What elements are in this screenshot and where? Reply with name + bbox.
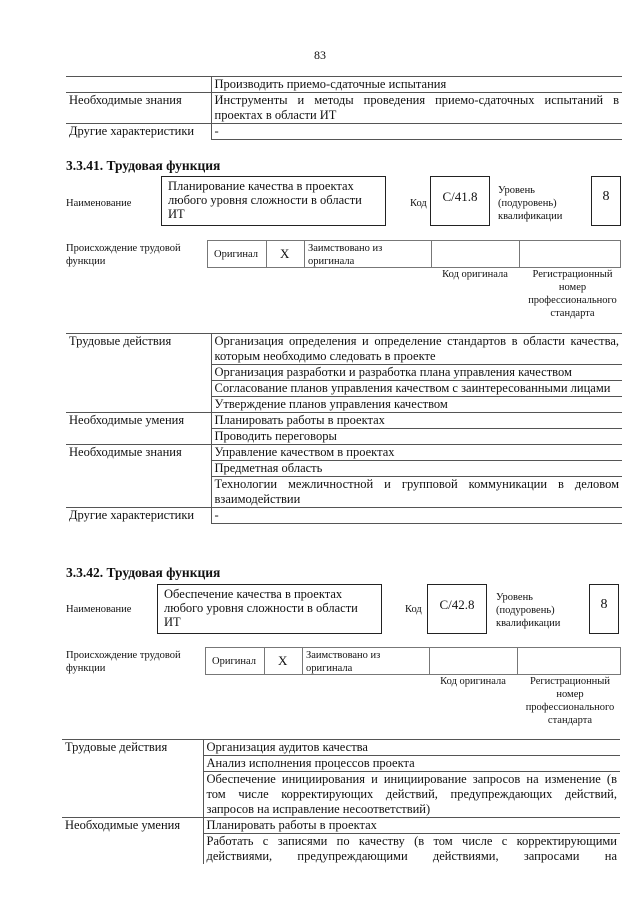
table-value: Согласование планов управления качеством с заинтересованными лицами bbox=[211, 381, 622, 397]
table-value: Организация аудитов качества bbox=[203, 740, 620, 756]
table-value: Проводить переговоры bbox=[211, 429, 622, 445]
page-number: 83 bbox=[314, 48, 326, 62]
table-label: Необходимые умения bbox=[62, 818, 203, 865]
origin-label: Происхождение трудовой функции bbox=[66, 243, 181, 267]
table-value: Работать с записями по качеству (в том числе с корректирующими действиями, предупреждающими действиями, запросами на bbox=[206, 834, 617, 863]
table-value: - bbox=[211, 124, 622, 140]
level-label: Уровень (подуровень) квалификации bbox=[496, 592, 561, 629]
code-original-label: Код оригинала bbox=[440, 676, 506, 687]
name-label: Наименование bbox=[66, 604, 132, 615]
table-value: Планировать работы в проектах bbox=[203, 818, 620, 834]
level-box: 8 bbox=[589, 584, 619, 634]
table-value: Производить приемо-сдаточные испытания bbox=[211, 77, 622, 93]
table-label: Необходимые знания bbox=[66, 93, 211, 124]
section-title: 3.3.41. Трудовая функция bbox=[66, 158, 221, 173]
origin-grid bbox=[205, 647, 621, 675]
table-label: Трудовые действия bbox=[66, 334, 211, 413]
origin-label: Происхождение трудовой функции bbox=[66, 650, 181, 674]
table-value: Планировать работы в проектах bbox=[211, 413, 622, 429]
table-label: Другие характеристики bbox=[66, 508, 211, 524]
borrowed-label: Заимствовано из оригинала bbox=[306, 650, 381, 674]
function-code-box: C/42.8 bbox=[427, 584, 487, 634]
table-value: Предметная область bbox=[211, 461, 622, 477]
function-code-box: C/41.8 bbox=[430, 176, 490, 226]
function-name-box: Обеспечение качества в проектах любого уровня сложности в области ИТ bbox=[157, 584, 382, 634]
table-value: Инструменты и методы проведения приемо-сдаточных испытаний в проектах в области ИТ bbox=[211, 93, 622, 124]
code-original-label: Код оригинала bbox=[442, 269, 508, 280]
function-table bbox=[62, 739, 620, 864]
function-name-box: Планирование качества в проектах любого уровня сложности в области ИТ bbox=[161, 176, 386, 226]
top-table bbox=[66, 76, 622, 140]
original-label: Оригинал bbox=[214, 249, 258, 260]
table-label bbox=[66, 77, 211, 93]
code-label: Код bbox=[410, 198, 427, 209]
table-label: Другие характеристики bbox=[66, 124, 211, 140]
table-label: Необходимые умения bbox=[66, 413, 211, 445]
original-mark: X bbox=[280, 246, 290, 261]
table-value: - bbox=[211, 508, 622, 524]
table-value: Технологии межличностной и групповой коммуникации в деловом взаимодействии bbox=[211, 477, 622, 508]
reg-number-label: Регистрационный номер профессионального стандарта bbox=[525, 676, 615, 726]
code-label: Код bbox=[405, 604, 422, 615]
table-value: Обеспечение инициирования и инициирование запросов на изменение (в том числе корректирующих действий, предупреждающих действий, запросов на исправление несоответствий) bbox=[203, 772, 620, 818]
borrowed-label: Заимствовано из оригинала bbox=[308, 243, 383, 267]
table-value: Анализ исполнения процессов проекта bbox=[203, 756, 620, 772]
level-label: Уровень (подуровень) квалификации bbox=[498, 185, 563, 222]
table-value: Организация определения и определение стандартов в области качества, которым необходимо следовать в проекте bbox=[211, 334, 622, 365]
original-mark: X bbox=[278, 653, 288, 668]
original-label: Оригинал bbox=[212, 656, 256, 667]
table-label: Трудовые действия bbox=[62, 740, 203, 818]
level-box: 8 bbox=[591, 176, 621, 226]
table-value: Организация разработки и разработка плана управления качеством bbox=[211, 365, 622, 381]
section-title: 3.3.42. Трудовая функция bbox=[66, 565, 221, 580]
origin-grid bbox=[207, 240, 621, 268]
reg-number-label: Регистрационный номер профессионального стандарта bbox=[528, 269, 617, 319]
table-label: Необходимые знания bbox=[66, 445, 211, 508]
table-value: Утверждение планов управления качеством bbox=[211, 397, 622, 413]
table-value: Управление качеством в проектах bbox=[211, 445, 622, 461]
name-label: Наименование bbox=[66, 198, 132, 209]
function-table bbox=[66, 333, 622, 524]
